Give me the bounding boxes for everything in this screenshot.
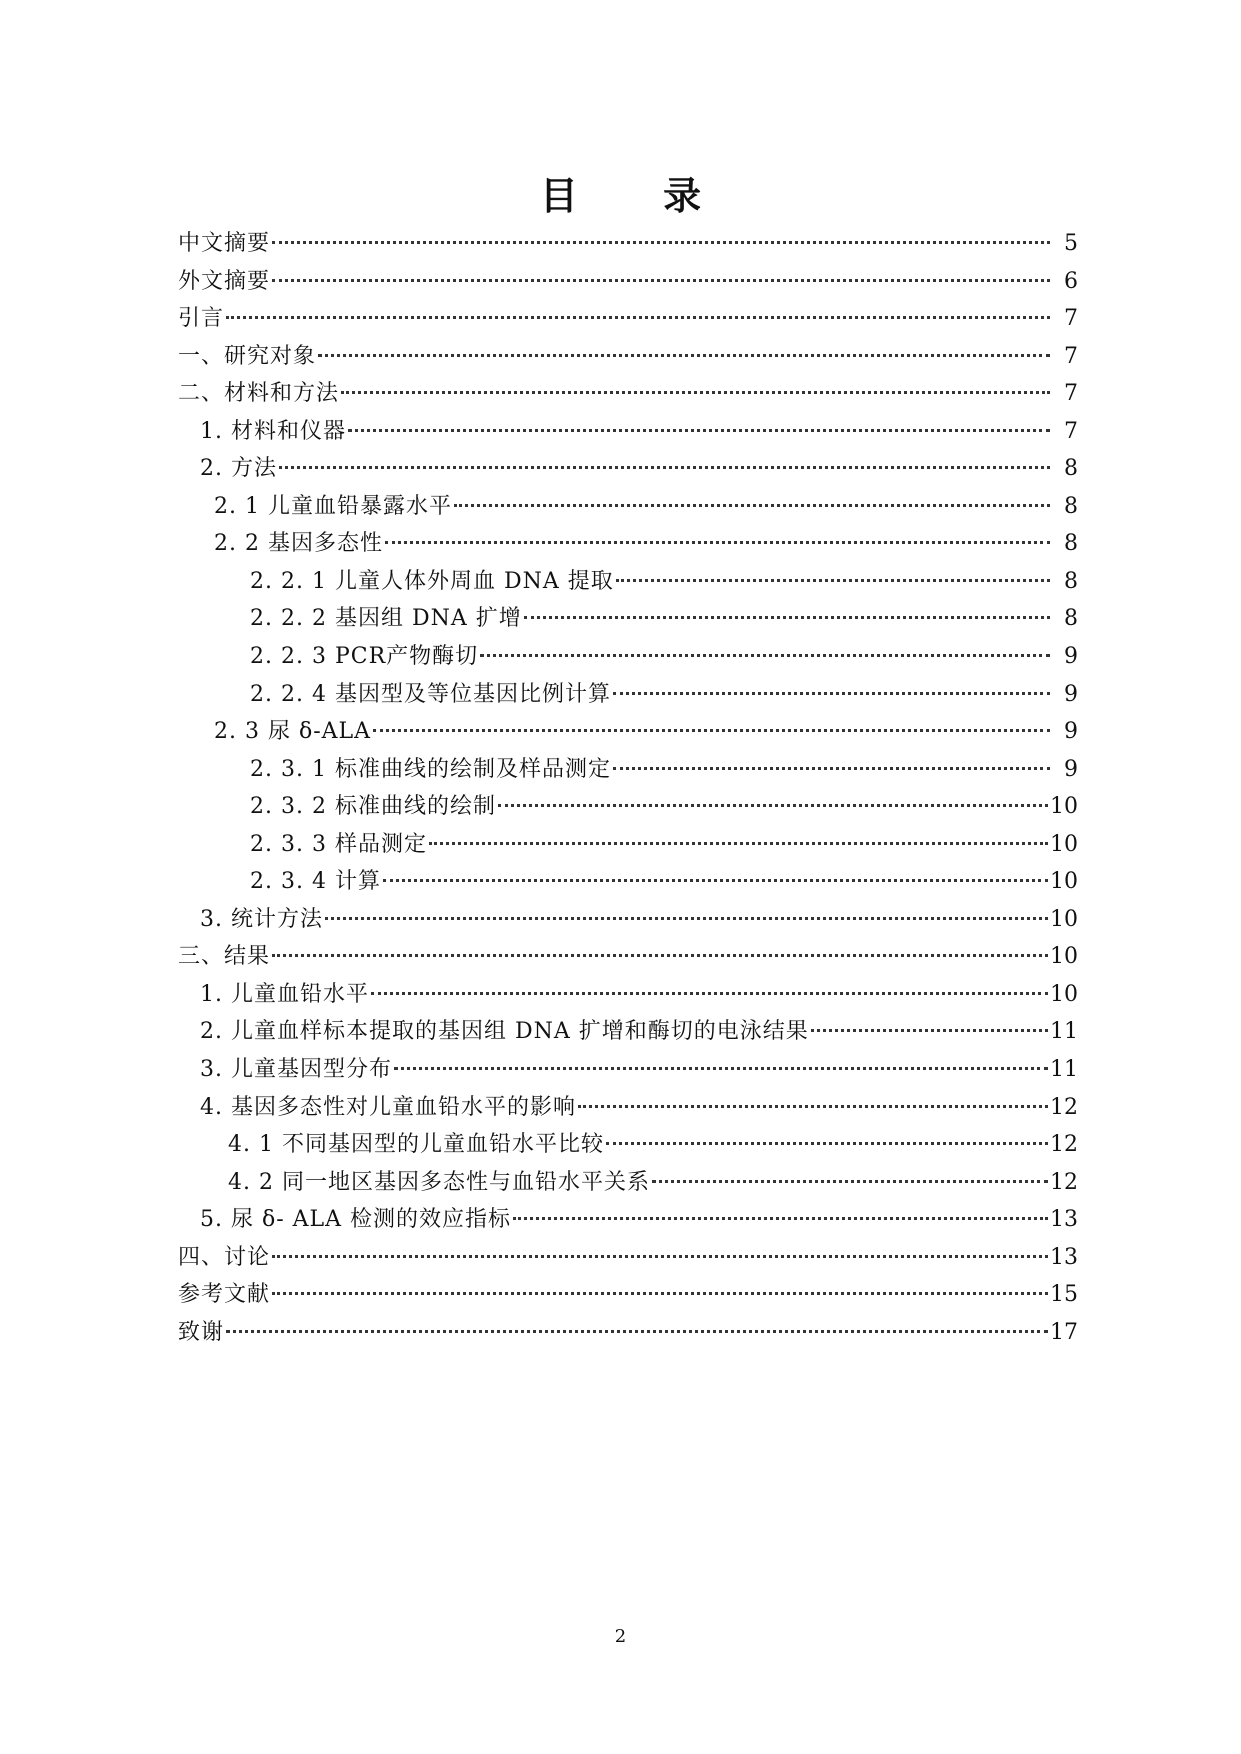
- toc-entry-page: 12: [1050, 1169, 1078, 1195]
- toc-entry-label: 一、研究对象: [178, 343, 317, 369]
- dot-leader: [613, 692, 1050, 695]
- toc-entry[interactable]: [178, 1051, 1078, 1089]
- dot-leader: [279, 466, 1050, 469]
- dot-leader: [341, 391, 1050, 394]
- toc-entry-label: 外文摘要: [178, 268, 271, 294]
- toc-entry-label: 1. 儿童血铅水平: [200, 981, 369, 1007]
- toc-entry-label: 2. 3. 3 样品测定: [250, 831, 427, 857]
- dot-leader: [480, 654, 1050, 657]
- toc-entry-label: 3. 统计方法: [200, 906, 323, 932]
- dot-leader: [524, 616, 1050, 619]
- toc-entry-label: 1. 材料和仪器: [200, 418, 346, 444]
- dot-leader: [578, 1105, 1048, 1108]
- dot-leader: [454, 504, 1050, 507]
- toc-entry-page: 11: [1050, 1019, 1078, 1045]
- toc-entry[interactable]: [178, 1276, 1078, 1314]
- dot-leader: [498, 804, 1048, 807]
- toc-entry[interactable]: [178, 563, 1078, 601]
- dot-leader: [385, 541, 1050, 544]
- toc-entry-page: 5: [1064, 231, 1078, 256]
- dot-leader: [394, 1067, 1048, 1070]
- toc-entry-page: 7: [1064, 343, 1078, 369]
- toc-entry-page: 10: [1050, 906, 1078, 932]
- dot-leader: [371, 992, 1048, 995]
- toc-entry-page: 9: [1064, 719, 1078, 745]
- toc-entry-label: 5. 尿 δ- ALA 检测的效应指标: [200, 1207, 512, 1233]
- toc-entry[interactable]: [178, 713, 1078, 751]
- toc-entry[interactable]: [178, 1089, 1078, 1127]
- toc-entry-label: 2. 方法: [200, 456, 277, 482]
- toc-entry[interactable]: [178, 525, 1078, 563]
- dot-leader: [613, 767, 1050, 770]
- toc-entry[interactable]: [178, 1239, 1078, 1277]
- toc-entry-page: 9: [1064, 681, 1078, 707]
- toc-entry-label: 引言: [178, 306, 225, 332]
- dot-leader: [272, 1255, 1048, 1258]
- toc-entry[interactable]: [178, 1013, 1078, 1051]
- toc-entry-label: 2. 儿童血样标本提取的基因组 DNA 扩增和酶切的电泳结果: [200, 1019, 809, 1045]
- dot-leader: [318, 354, 1050, 357]
- toc-entry[interactable]: [178, 338, 1078, 376]
- toc-entry-page: 11: [1050, 1057, 1078, 1083]
- toc-entry-page: 10: [1050, 981, 1078, 1007]
- toc-entry-label: 2. 3. 1 标准曲线的绘制及样品测定: [250, 756, 611, 782]
- toc-entry[interactable]: [178, 1126, 1078, 1164]
- dot-leader: [272, 279, 1050, 282]
- toc-entry-label: 2. 2. 1 儿童人体外周血 DNA 提取: [250, 568, 614, 594]
- toc-entry-page: 7: [1064, 418, 1078, 444]
- toc-entry[interactable]: [178, 751, 1078, 789]
- toc-entry-label: 4. 1 不同基因型的儿童血铅水平比较: [228, 1132, 604, 1158]
- toc-entry-label: 2. 2. 4 基因型及等位基因比例计算: [250, 681, 611, 707]
- toc-entry-label: 四、讨论: [178, 1244, 271, 1270]
- toc-entry-page: 17: [1050, 1319, 1078, 1345]
- toc-entry-label: 2. 2 基因多态性: [214, 531, 383, 557]
- toc-entry[interactable]: [178, 263, 1078, 301]
- dot-leader: [348, 429, 1050, 432]
- toc-entry[interactable]: [178, 600, 1078, 638]
- toc-entry[interactable]: [178, 826, 1078, 864]
- toc-entry[interactable]: [178, 488, 1078, 526]
- toc-entry[interactable]: [178, 450, 1078, 488]
- dot-leader: [513, 1217, 1048, 1220]
- toc-entry-label: 二、材料和方法: [178, 381, 340, 407]
- toc-entry-label: 中文摘要: [178, 231, 271, 256]
- table-of-contents: [178, 225, 1078, 1351]
- toc-entry-label: 致谢: [178, 1319, 225, 1345]
- toc-entry-page: 8: [1064, 456, 1078, 482]
- dot-leader: [383, 879, 1048, 882]
- toc-entry-page: 8: [1064, 606, 1078, 632]
- toc-entry-page: 10: [1050, 831, 1078, 857]
- toc-entry[interactable]: [178, 788, 1078, 826]
- toc-entry[interactable]: [178, 1164, 1078, 1202]
- toc-entry-label: 三、结果: [178, 944, 271, 970]
- toc-entry-label: 4. 2 同一地区基因多态性与血铅水平关系: [228, 1169, 650, 1195]
- toc-entry-page: 10: [1050, 794, 1078, 820]
- toc-entry-label: 2. 3 尿 δ-ALA: [214, 719, 372, 745]
- dot-leader: [226, 1330, 1048, 1333]
- toc-entry-page: 12: [1050, 1132, 1078, 1158]
- dot-leader: [226, 316, 1050, 319]
- toc-entry[interactable]: [178, 676, 1078, 714]
- toc-entry-page: 9: [1064, 644, 1078, 670]
- toc-entry-label: 3. 儿童基因型分布: [200, 1057, 392, 1083]
- toc-entry-page: 7: [1064, 381, 1078, 407]
- toc-entry-page: 7: [1064, 306, 1078, 332]
- toc-entry[interactable]: [178, 976, 1078, 1014]
- toc-entry-page: 13: [1050, 1244, 1078, 1270]
- dot-leader: [606, 1142, 1048, 1145]
- toc-title: 目 录: [539, 173, 738, 218]
- dot-leader: [811, 1029, 1048, 1032]
- toc-entry-page: 8: [1064, 531, 1078, 557]
- toc-entry-page: 12: [1050, 1094, 1078, 1120]
- toc-entry-label: 2. 2. 2 基因组 DNA 扩增: [250, 606, 522, 632]
- toc-entry-page: 9: [1064, 756, 1078, 782]
- toc-entry-label: 4. 基因多态性对儿童血铅水平的影响: [200, 1094, 576, 1120]
- toc-entry[interactable]: [178, 1314, 1078, 1352]
- dot-leader: [373, 729, 1050, 732]
- toc-entry-label: 参考文献: [178, 1282, 271, 1308]
- toc-entry[interactable]: [178, 375, 1078, 413]
- toc-entry-label: 2. 1 儿童血铅暴露水平: [214, 493, 452, 519]
- toc-entry-label: 2. 3. 2 标准曲线的绘制: [250, 794, 496, 820]
- toc-entry[interactable]: [178, 1201, 1078, 1239]
- toc-entry-page: 15: [1050, 1282, 1078, 1308]
- toc-entry-label: 2. 2. 3 PCR产物酶切: [250, 644, 479, 670]
- toc-entry-page: 13: [1050, 1207, 1078, 1233]
- toc-entry[interactable]: [178, 938, 1078, 976]
- dot-leader: [652, 1180, 1048, 1183]
- toc-entry[interactable]: [178, 863, 1078, 901]
- dot-leader: [272, 1292, 1048, 1295]
- toc-entry-page: 8: [1064, 493, 1078, 519]
- dot-leader: [616, 579, 1050, 582]
- toc-entry[interactable]: [178, 638, 1078, 676]
- toc-entry[interactable]: [178, 300, 1078, 338]
- toc-entry-page: 10: [1050, 944, 1078, 970]
- toc-entry[interactable]: [178, 225, 1078, 263]
- toc-entry-page: 10: [1050, 869, 1078, 895]
- page-number: 2: [614, 1626, 627, 1647]
- toc-entry[interactable]: [178, 413, 1078, 451]
- toc-entry-label: 2. 3. 4 计算: [250, 869, 381, 895]
- dot-leader: [325, 917, 1048, 920]
- toc-entry[interactable]: [178, 901, 1078, 939]
- dot-leader: [272, 241, 1050, 244]
- dot-leader: [272, 954, 1048, 957]
- dot-leader: [429, 842, 1048, 845]
- toc-entry-page: 6: [1064, 268, 1078, 294]
- toc-entry-page: 8: [1064, 568, 1078, 594]
